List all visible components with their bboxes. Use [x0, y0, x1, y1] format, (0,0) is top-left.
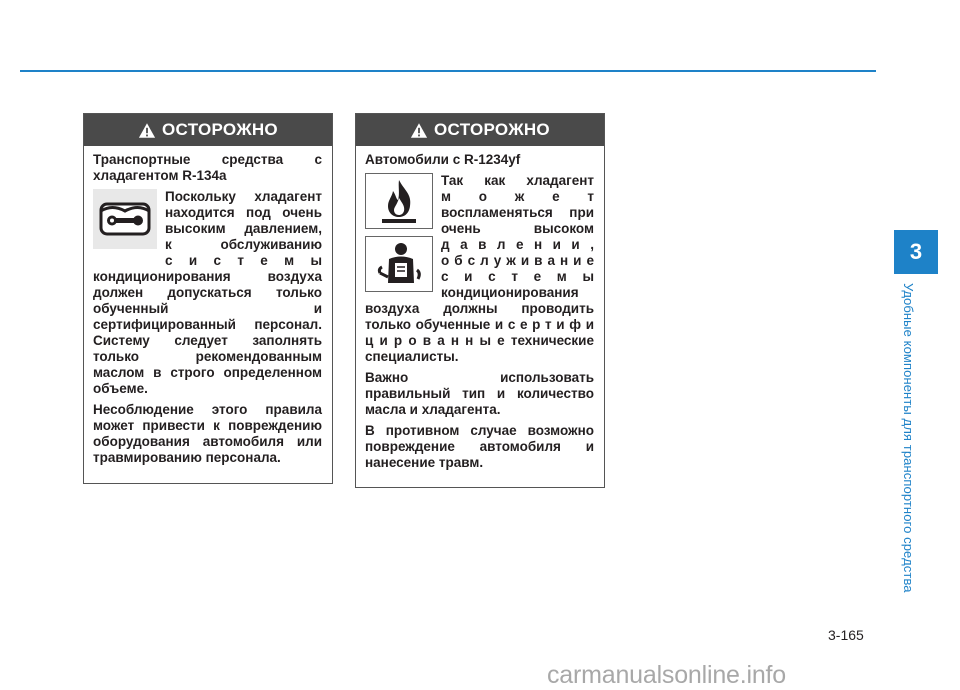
text-line: очень высоком	[441, 221, 594, 236]
text-line: воспламеняться при	[441, 205, 594, 220]
chapter-title: Удобные компоненты для транспортного средства	[901, 283, 916, 593]
text-line: о б с л у ж и в а н и е	[441, 253, 594, 268]
caution-paragraph: кондиционирования воздуха должен допускаться только обученный и сертифицированный персонал. Систему следует заполнять только рекомендованным маслом в строго определенном объеме.	[93, 269, 322, 396]
caution-intro: Автомобили с R-1234yf	[365, 152, 521, 167]
text-line: м о ж е т	[441, 189, 594, 204]
text-line: кондиционирования	[441, 285, 579, 300]
text-line: Так как хладагент	[441, 173, 594, 188]
text-line: с и с т е м ы	[165, 253, 322, 268]
caution-box-r1234yf	[355, 113, 605, 488]
warning-triangle-icon	[138, 122, 156, 139]
text-line: д а в л е н и и ,	[441, 237, 594, 252]
caution-paragraph: Важно использовать правильный тип и количество масла и хладагента.	[365, 370, 594, 417]
chapter-number-tab: 3	[894, 230, 938, 274]
text-line: высоким давлением,	[165, 221, 322, 236]
caution-header-label: ОСТОРОЖНО	[162, 120, 278, 139]
caution-icon-text	[441, 173, 594, 301]
caution-header	[84, 114, 332, 146]
service-manual-icon	[93, 189, 157, 249]
caution-paragraph: воздуха должны проводить только обученные и с е р т и ф и ц и р о в а н н ы е технические специалисты.	[365, 301, 594, 364]
warning-triangle-icon	[410, 122, 428, 139]
page-number: 3-165	[828, 627, 864, 643]
qualified-technician-icon	[365, 236, 433, 292]
top-rule	[20, 70, 876, 72]
caution-header-label: ОСТОРОЖНО	[434, 120, 550, 139]
caution-intro: Транспортные средства с хладагентом R-134a	[93, 152, 322, 183]
text-line: к обслуживанию	[165, 237, 322, 252]
watermark: carmanualsonline.info	[547, 661, 787, 689]
caution-icon-text	[165, 189, 322, 269]
caution-box-r134a	[83, 113, 333, 484]
text-line: с и с т е м ы	[441, 269, 594, 284]
caution-header	[356, 114, 604, 146]
text-line: Поскольку хладагент	[165, 189, 322, 204]
caution-paragraph: В противном случае возможно повреждение автомобиля и нанесение травм.	[365, 423, 594, 470]
text-line: находится под очень	[165, 205, 322, 220]
flammable-fire-icon	[365, 173, 433, 229]
caution-paragraph: Несоблюдение этого правила может привести к повреждению оборудования автомобиля или травмированию персонала.	[93, 402, 322, 465]
